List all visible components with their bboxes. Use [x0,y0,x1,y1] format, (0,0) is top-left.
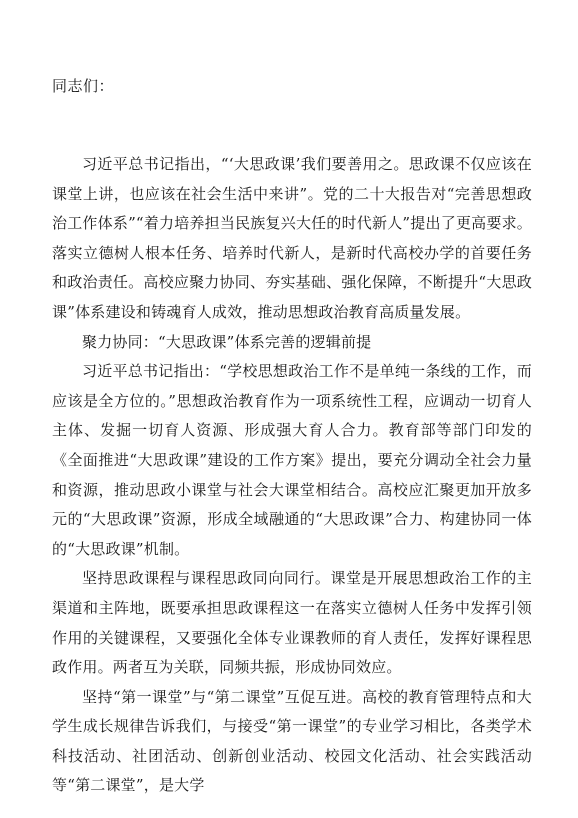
document-body [52,150,532,801]
section-heading: 聚力协同：“大思政课”体系完善的逻辑前提 [82,332,372,351]
salutation: 同志们： [52,77,115,95]
paragraph-quote: 习近平总书记指出：“学校思想政治工作不是单纯一条线的工作，而应该是全方位的。”思想政治教育作为一项系统性工程，应调动一切育人主体、发掘一切育人资源、形成强大育人合力。教育部等部门印发的《全面推进“大思政课”建设的工作方案》提出，要充分调动全社会力量和资源，推动思政小课堂与社会大课堂相结合。高校应汇聚更加开放多元的“大思政课”资源，形成全域融通的“大思政课”合力、构建协同一体的“大思政课”机制。 [52,362,532,558]
paragraph-classrooms: 坚持“第一课堂”与“第二课堂”互促互进。高校的教育管理特点和大学生成长规律告诉我们，与接受“第一课堂”的专业学习相比，各类学术科技活动、社团活动、创新创业活动、校园文化活动、社会实践活动等“第二课堂”，是大学 [52,687,532,795]
paragraph-courses: 坚持思政课程与课程思政同向同行。课堂是开展思想政治工作的主渠道和主阵地，既要承担思政课程这一在落实立德树人任务中发挥引领作用的关键课程，又要强化全体专业课教师的育人责任，发挥好课程思政作用。两者互为关联，同频共振，形成协同效应。 [52,569,532,677]
paragraph-intro: 习近平总书记指出，“‘大思政课’我们要善用之。思政课不仅应该在课堂上讲，也应该在社会生活中来讲”。党的二十大报告对“完善思想政治工作体系”“着力培养担当民族复兴大任的时代新人”提出了更高要求。落实立德树人根本任务、培养时代新人，是新时代高校办学的首要任务和政治责任。高校应聚力协同、夯实基础、强化保障，不断提升“大思政课”体系建设和铸魂育人成效，推动思想政治教育高质量发展。 [52,155,532,321]
